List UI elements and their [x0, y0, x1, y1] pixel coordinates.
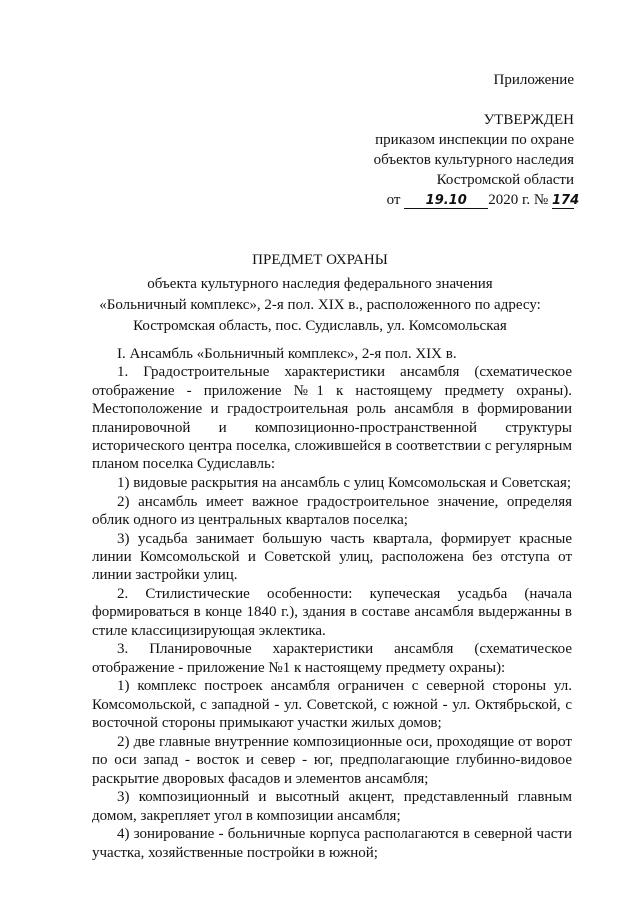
appendix-label: Приложение [493, 72, 574, 88]
title-line-2: «Больничный комплекс», 2-я пол. XIX в., расположенного по адресу: [99, 297, 541, 313]
order-line-1: приказом инспекции по охране [375, 132, 574, 148]
order-number: 174 [552, 193, 580, 208]
approved-heading: УТВЕРЖДЕН [483, 112, 574, 128]
date-prefix: от [386, 192, 401, 208]
title-line-1: объекта культурного наследия федерального значения [147, 276, 493, 292]
paragraph: 3) композиционный и высотный акцент, представленный главным домом, закрепляет угол в композиции ансамбля; [92, 789, 572, 824]
paragraph: 2) две главные внутренние композиционные оси, проходящие от ворот по оси запад - восток и север - юг, предполагающие глубинно-видовое раскрытие дворовых фасадов и элементов ансамбля; [92, 733, 572, 787]
paragraph: 2) ансамбль имеет важное градостроительное значение, определяя облик одного из центральных кварталов поселка; [92, 493, 572, 529]
paragraph: 1) комплекс построек ансамбля ограничен с северной стороны ул. Комсомольской, с западной - ул. Советской, с южной - ул. Октябрьской, с восточной стороны примыкают участки жилых домов; [92, 678, 572, 732]
date-year: 2020 г. № [488, 192, 549, 208]
document-body [92, 345, 572, 862]
order-line-3: Костромской области [436, 172, 574, 188]
section-heading: I. Ансамбль «Больничный комплекс», 2-я пол. XIX в. [117, 346, 457, 362]
order-line-2: объектов культурного наследия [373, 152, 574, 168]
paragraph: 4) зонирование - больничные корпуса располагаются в северной части участка, хозяйственные постройки в южной; [92, 826, 572, 861]
date-day-month: 19.10 [404, 194, 488, 209]
paragraph: 1. Градостроительные характеристики ансамбля (схематическое отображение - приложение №1 к настоящему предмету охраны). Местоположение и градостроительная роль ансамбля в формировании планировочной и композиционно-пространственной структуры исторического центра поселка, сложившейся в соответствии с регулярным планом поселка Судиславль: [92, 364, 572, 473]
title-line-3: Костромская область, пос. Судиславль, ул. Комсомольская [133, 318, 507, 334]
paragraph: 3) усадьба занимает большую часть квартала, формирует красные линии Комсомольской и Советской улиц, расположена без отступа от линии застройки улиц. [92, 530, 572, 584]
title-main: ПРЕДМЕТ ОХРАНЫ [252, 252, 388, 268]
paragraph: 3. Планировочные характеристики ансамбля (схематическое отображение - приложение №1 к настоящему предмету охраны): [92, 641, 572, 676]
paragraph: 1) видовые раскрытия на ансамбль с улиц Комсомольская и Советская; [117, 475, 572, 492]
order-date-line [386, 190, 580, 210]
paragraph: 2. Стилистические особенности: купеческая усадьба (начала формироваться в конце 1840 г.), здания в составе ансамбля выдержанны в стиле классицизирующая эклектика. [92, 586, 572, 639]
